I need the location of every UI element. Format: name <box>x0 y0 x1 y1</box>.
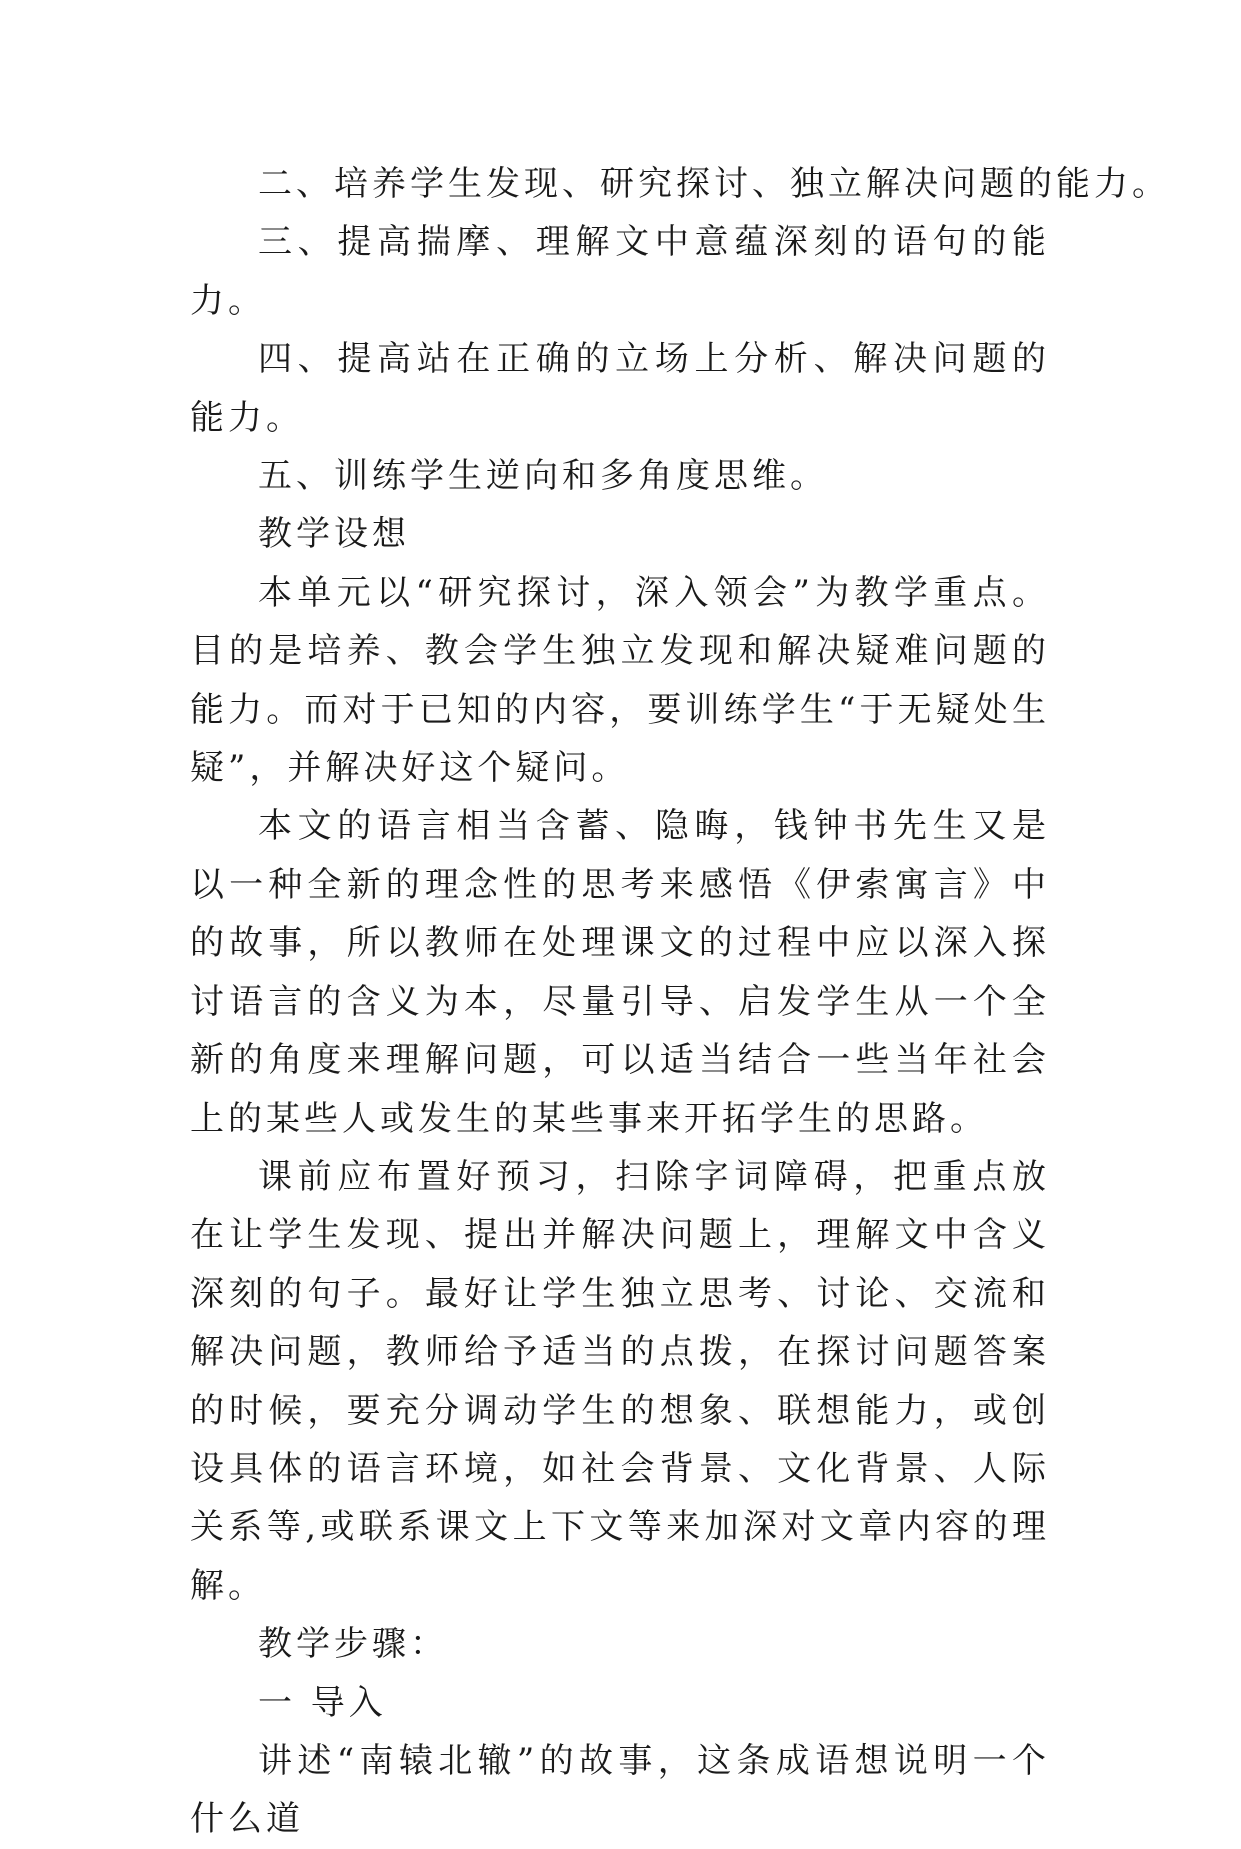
paragraph-language-style: 本文的语言相当含蓄、隐晦，钱钟书先生又是以一种全新的理念性的思考来感悟《伊索寓言》中的故事，所以教师在处理课文的过程中应以深入探讨语言的含义为本，尽量引导、启发学生从一个全新的角度来理解问题，可以适当结合一些当年社会上的某些人或发生的某些事来开拓学生的思路。 <box>190 806 1050 1139</box>
paragraph-preview-guidance: 课前应布置好预习，扫除字词障碍，把重点放在让学生发现、提出并解决问题上，理解文中含义深刻的句子。最好让学生独立思考、讨论、交流和解决问题，教师给予适当的点拨，在探讨问题答案的时候，要充分调动学生的想象、联想能力，或创设具体的语言环境，如社会背景、文化背景、人际关系等,或联系课文上下文等来加深对文章内容的理解。 <box>190 1156 1050 1606</box>
objective-four: 四、提高站在正确的立场上分析、解决问题的能力。 <box>190 339 1050 438</box>
objective-five: 五、训练学生逆向和多角度思维。 <box>258 456 828 497</box>
objective-two: 二、培养学生发现、研究探讨、独立解决问题的能力。 <box>258 164 1170 204</box>
document-body <box>190 155 1170 1849</box>
objective-three: 三、提高揣摩、理解文中意蕴深刻的语句的能力。 <box>190 222 1050 321</box>
section-heading-teaching-plan: 教学设想 <box>258 514 410 555</box>
paragraph-story-intro: 讲述“南辕北辙”的故事，这条成语想说明一个什么道 <box>190 1740 1050 1840</box>
step-one-heading: 一 导入 <box>258 1682 387 1723</box>
section-heading-teaching-steps: 教学步骤： <box>258 1624 448 1665</box>
paragraph-unit-focus: 本单元以“研究探讨，深入领会”为教学重点。目的是培养、教会学生独立发现和解决疑难问题的能力。而对于已知的内容，要训练学生“于无疑处生疑”，并解决好这个疑问。 <box>190 572 1050 789</box>
